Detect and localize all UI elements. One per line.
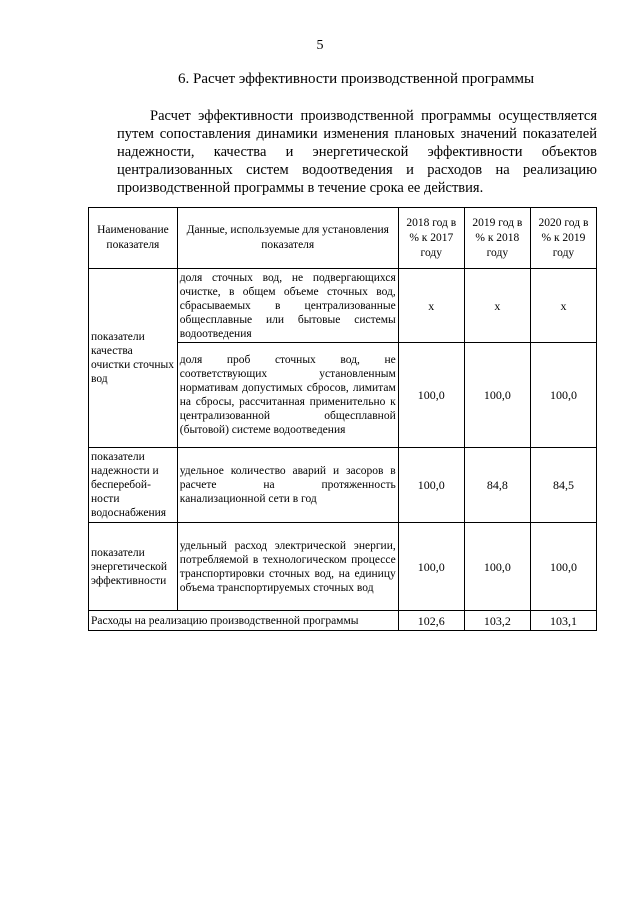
value-2020: 100,0 [530,343,596,448]
data-cell: удельный расход электрической энергии, потребляемой в технологическом процессе транспортировки сточных вод, на единицу объема транспортируемых сточных вод [177,523,398,611]
header-data-used: Данные, используемые для установления показателя [177,208,398,269]
data-cell: доля сточных вод, не подвергающихся очистке, в общем объеме сточных вод, сбрасываемых в централизованные общесплавные или бытовые системы водоотведения [177,269,398,343]
paragraph-line: надежности, качества и энергетической эффективности объектов [117,144,597,160]
value-2020: 84,5 [530,448,596,523]
total-label: Расходы на реализацию производственной программы [89,611,399,631]
table-row [89,269,597,343]
paragraph-line: Расчет эффективности производственной программы осуществляется [150,108,597,124]
data-cell: удельное количество аварий и засоров в расчете на протяженность канализационной сети в год [177,448,398,523]
value-2019: х [464,269,530,343]
indicator-cell: показатели качества очистки сточных вод [89,269,178,448]
data-cell: доля проб сточных вод, не соответствующих установленным нормативам допустимых сбросов, лимитам на сбросы, рассчитанная применительно к централизованной общесплавной (бытовой) системе водоотведения [177,343,398,448]
total-2020: 103,1 [530,611,596,631]
header-2020: 2020 год в % к 2019 году [530,208,596,269]
value-2018: 100,0 [398,448,464,523]
value-2020: х [530,269,596,343]
paragraph-line: производственной программы в течение срока ее действия. [117,180,484,196]
table-total-row [89,611,597,631]
table-row [89,523,597,611]
value-2019: 84,8 [464,448,530,523]
value-2019: 100,0 [464,523,530,611]
section-title: 6. Расчет эффективности производственной программы [178,71,535,87]
intro-paragraph [117,107,597,197]
total-2019: 103,2 [464,611,530,631]
total-2018: 102,6 [398,611,464,631]
efficiency-table [88,207,597,631]
table-row [89,448,597,523]
paragraph-line: централизованных систем водоотведения и расходов на реализацию [117,162,597,178]
value-2019: 100,0 [464,343,530,448]
value-2018: 100,0 [398,523,464,611]
header-indicator-name: Наименование показателя [89,208,178,269]
indicator-cell: показатели надежности и бесперебой-ности водоснабжения [89,448,178,523]
header-2019: 2019 год в % к 2018 году [464,208,530,269]
value-2018: х [398,269,464,343]
header-2018: 2018 год в % к 2017 году [398,208,464,269]
value-2020: 100,0 [530,523,596,611]
value-2018: 100,0 [398,343,464,448]
table-header-row [89,208,597,269]
page-number: 5 [316,38,324,53]
paragraph-line: путем сопоставления динамики изменения плановых значений показателей [117,126,597,142]
indicator-cell: показатели энергетической эффективности [89,523,178,611]
